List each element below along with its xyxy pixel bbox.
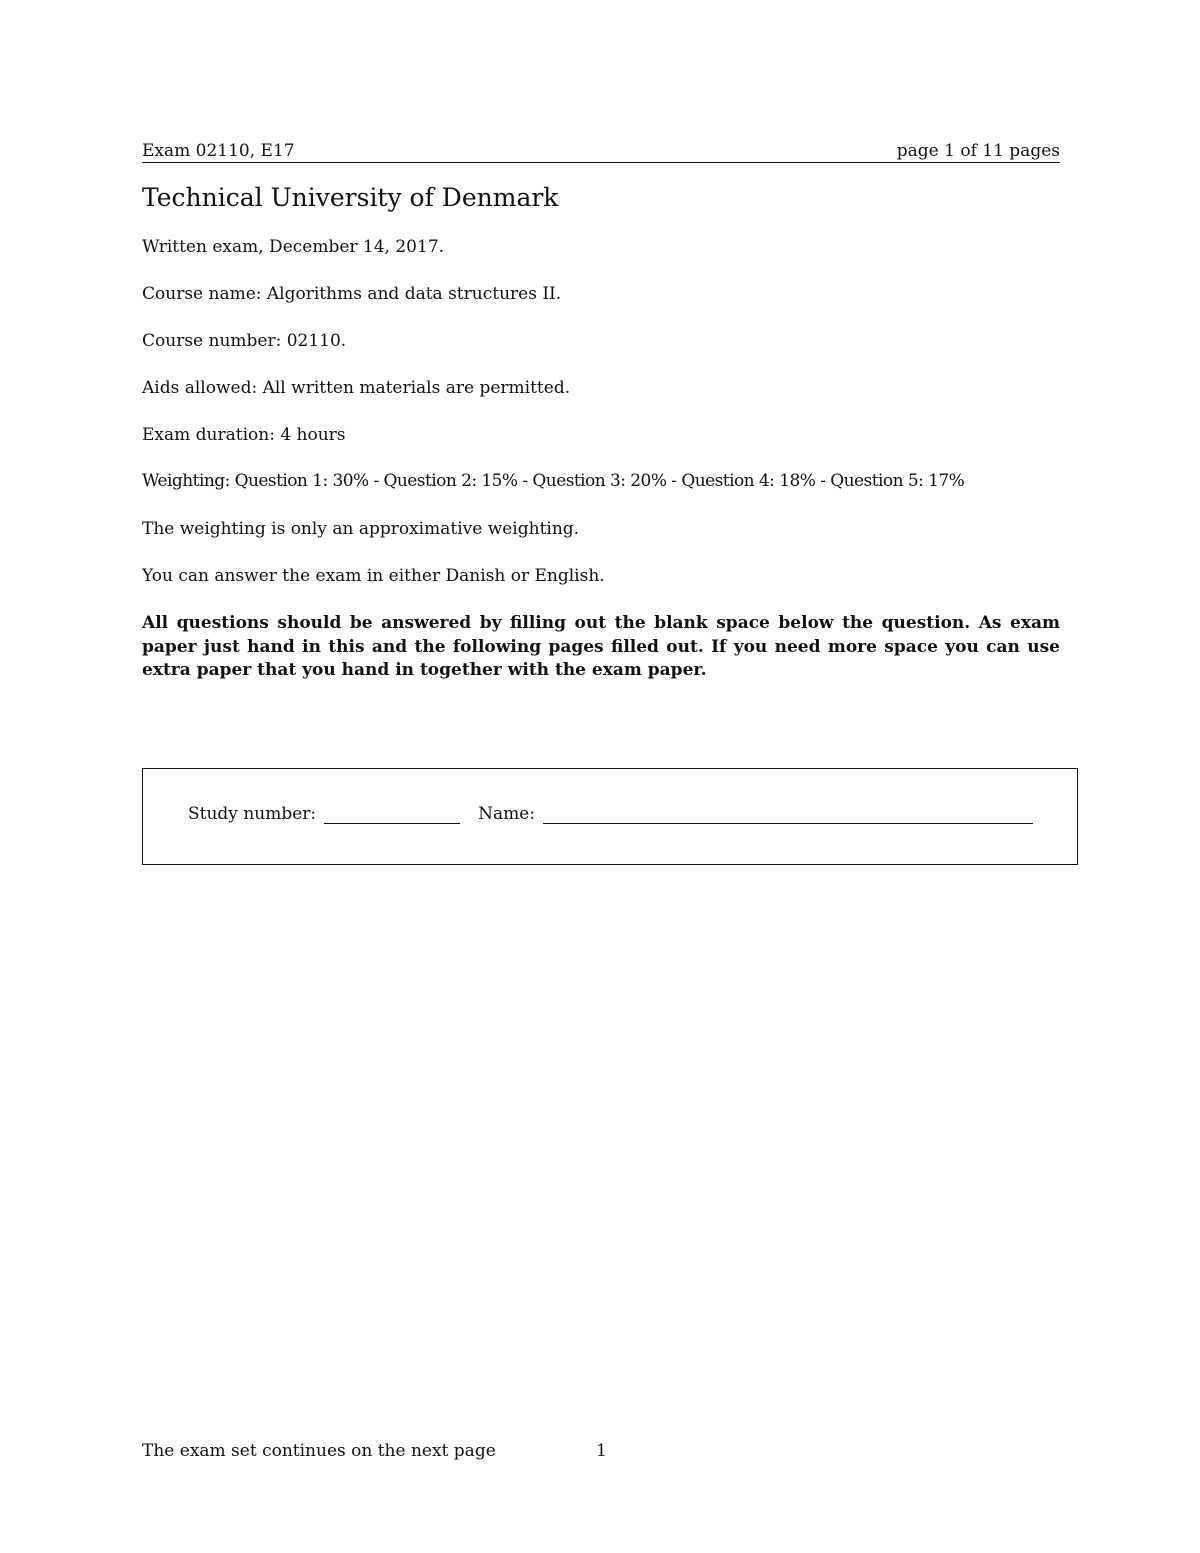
- footer-continues-note: The exam set continues on the next page: [142, 1441, 496, 1461]
- page-header: [142, 141, 1060, 163]
- language-line: You can answer the exam in either Danish or English.: [142, 566, 605, 586]
- student-id-row: [188, 804, 1033, 824]
- header-page-count: page 1 of 11 pages: [896, 141, 1060, 161]
- footer-page-number: 1: [596, 1441, 607, 1461]
- weighting-note-line: The weighting is only an approximative weighting.: [142, 519, 580, 539]
- weighting-line: Weighting: Question 1: 30% - Question 2: 15% - Question 3: 20% - Question 4: 18% - Question 5: 17%: [142, 471, 965, 491]
- course-number-line: Course number: 02110.: [142, 331, 347, 351]
- study-number-field[interactable]: [324, 805, 460, 824]
- aids-allowed-line: Aids allowed: All written materials are permitted.: [142, 378, 571, 398]
- exam-page: [142, 0, 1060, 1553]
- study-number-label: Study number:: [188, 804, 317, 824]
- exam-date-line: Written exam, December 14, 2017.: [142, 237, 445, 257]
- exam-duration-line: Exam duration: 4 hours: [142, 425, 346, 445]
- name-label: Name:: [478, 804, 536, 824]
- course-name-line: Course name: Algorithms and data structures II.: [142, 284, 562, 304]
- instructions-paragraph: All questions should be answered by filling out the blank space below the question. As exam paper just hand in this and the following pages filled out. If you need more space you can use extra paper that you hand in together with the exam paper.: [142, 613, 1060, 680]
- university-title: Technical University of Denmark: [142, 183, 559, 212]
- name-field[interactable]: [543, 805, 1033, 824]
- student-id-box: [142, 768, 1078, 865]
- header-exam-id: Exam 02110, E17: [142, 141, 295, 161]
